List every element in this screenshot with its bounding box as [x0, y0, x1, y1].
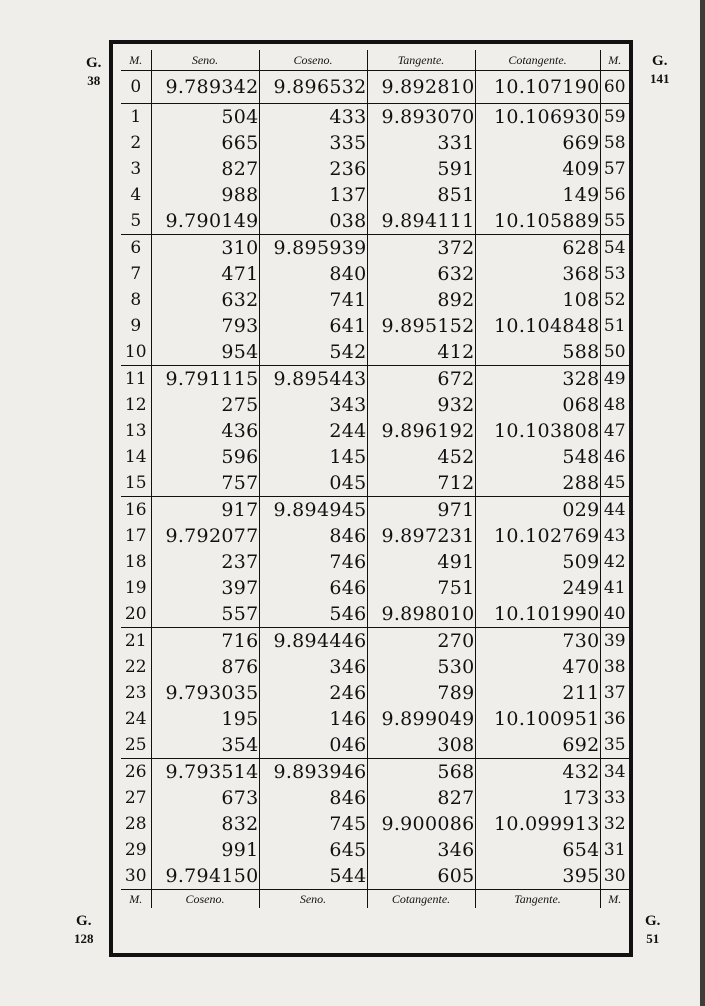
sine-cell: 436	[151, 418, 259, 444]
minute-cell: 6	[121, 235, 151, 262]
complement-minute-cell: 36	[603, 709, 626, 729]
complement-minute-cell: 46	[603, 447, 626, 467]
table-row	[121, 575, 629, 601]
minute-cell: 19	[121, 575, 151, 601]
complement-minute-cell: 37	[603, 683, 626, 703]
cosine-cell: 641	[259, 313, 367, 339]
corner-top-right	[650, 52, 670, 88]
minute-cell: 1	[121, 104, 151, 131]
minute-cell: 11	[121, 366, 151, 393]
corner-top-left	[86, 54, 101, 90]
table-row	[121, 759, 629, 786]
cosine-cell: 846	[259, 523, 367, 549]
table-row	[121, 706, 629, 732]
cosine-cell: 335	[259, 130, 367, 156]
sine-cell: 9.794150	[151, 863, 259, 890]
footer-minutes-left: M.	[121, 890, 151, 909]
tangent-cell: 932	[367, 392, 475, 418]
minute-cell: 24	[121, 706, 151, 732]
tangent-cell: 308	[367, 732, 475, 759]
complement-minute-cell: 49	[603, 369, 626, 389]
minute-cell: 4	[121, 182, 151, 208]
cotangent-cell: 10.103808	[475, 418, 600, 444]
sine-cell: 471	[151, 261, 259, 287]
cosine-cell: 542	[259, 339, 367, 366]
sine-cell: 876	[151, 654, 259, 680]
tangent-cell: 9.896192	[367, 418, 475, 444]
complement-minute-cell: 43	[603, 526, 626, 546]
cosine-cell: 840	[259, 261, 367, 287]
tangent-cell: 9.898010	[367, 601, 475, 628]
complement-minute-cell: 34	[603, 762, 626, 782]
complement-minute-cell: 31	[603, 840, 626, 860]
cosine-cell: 741	[259, 287, 367, 313]
table-row	[121, 339, 629, 366]
cotangent-cell: 10.099913	[475, 811, 600, 837]
table-row	[121, 235, 629, 262]
header-cotangent: Cotangente.	[475, 50, 600, 71]
sine-cell: 9.793035	[151, 680, 259, 706]
cosine-cell: 236	[259, 156, 367, 182]
table-row	[121, 156, 629, 182]
cosine-cell: 346	[259, 654, 367, 680]
cotangent-cell: 068	[475, 392, 600, 418]
table-row	[121, 523, 629, 549]
table-row	[121, 392, 629, 418]
cotangent-cell: 432	[475, 759, 600, 786]
minute-cell: 9	[121, 313, 151, 339]
complement-minute-cell: 55	[600, 208, 629, 235]
complement-minute-cell: 53	[603, 264, 626, 284]
sine-cell: 9.789342	[151, 71, 259, 104]
minute-cell: 30	[121, 863, 151, 890]
sine-cell: 716	[151, 628, 259, 655]
complement-minute-cell: 59	[603, 107, 626, 127]
table-row	[121, 104, 629, 131]
minute-cell: 21	[121, 628, 151, 655]
cotangent-cell: 249	[475, 575, 600, 601]
minute-cell: 15	[121, 470, 151, 497]
complement-minute-cell: 35	[600, 732, 629, 759]
cotangent-cell: 211	[475, 680, 600, 706]
sine-cell: 917	[151, 497, 259, 524]
sine-cell: 9.792077	[151, 523, 259, 549]
minute-cell: 27	[121, 785, 151, 811]
cotangent-cell: 470	[475, 654, 600, 680]
table-row	[121, 182, 629, 208]
minute-cell: 16	[121, 497, 151, 524]
cosine-cell: 9.894945	[259, 497, 367, 524]
header-cosine: Coseno.	[259, 50, 367, 71]
corner-label: G.	[86, 55, 102, 71]
header-sine: Seno.	[151, 50, 259, 71]
sine-cell: 596	[151, 444, 259, 470]
cotangent-cell: 669	[475, 130, 600, 156]
cosine-cell: 546	[259, 601, 367, 628]
cotangent-cell: 10.102769	[475, 523, 600, 549]
cosine-cell: 038	[259, 208, 367, 235]
table-row	[121, 444, 629, 470]
cosine-cell: 433	[259, 104, 367, 131]
table-header	[121, 50, 629, 71]
sine-cell: 673	[151, 785, 259, 811]
tangent-cell: 9.894111	[367, 208, 475, 235]
sine-cell: 504	[151, 104, 259, 131]
cotangent-cell: 029	[475, 497, 600, 524]
cosine-cell: 9.895443	[259, 366, 367, 393]
table-row	[121, 601, 629, 628]
table-row	[121, 654, 629, 680]
complement-minute-cell: 48	[603, 395, 626, 415]
sine-cell: 988	[151, 182, 259, 208]
corner-degree: 38	[87, 73, 101, 88]
table-row	[121, 680, 629, 706]
minute-cell: 14	[121, 444, 151, 470]
corner-bottom-right	[645, 912, 660, 948]
minute-cell: 29	[121, 837, 151, 863]
complement-minute-cell: 41	[603, 578, 626, 598]
minute-cell: 22	[121, 654, 151, 680]
sine-cell: 9.790149	[151, 208, 259, 235]
table-row	[121, 208, 629, 235]
cotangent-cell: 288	[475, 470, 600, 497]
complement-minute-cell: 42	[603, 552, 626, 572]
tangent-cell: 412	[367, 339, 475, 366]
tangent-cell: 827	[367, 785, 475, 811]
tangent-cell: 9.900086	[367, 811, 475, 837]
complement-minute-cell: 58	[603, 133, 626, 153]
tangent-cell: 605	[367, 863, 475, 890]
tangent-cell: 751	[367, 575, 475, 601]
sine-cell: 757	[151, 470, 259, 497]
footer-tangent: Tangente.	[475, 890, 600, 909]
tangent-cell: 9.895152	[367, 313, 475, 339]
cotangent-cell: 173	[475, 785, 600, 811]
cosine-cell: 246	[259, 680, 367, 706]
cotangent-cell: 149	[475, 182, 600, 208]
cotangent-cell: 588	[475, 339, 600, 366]
sine-cell: 793	[151, 313, 259, 339]
cotangent-cell: 692	[475, 732, 600, 759]
cosine-cell: 544	[259, 863, 367, 890]
cosine-cell: 846	[259, 785, 367, 811]
minute-cell: 25	[121, 732, 151, 759]
tangent-cell: 591	[367, 156, 475, 182]
complement-minute-cell: 60	[600, 71, 629, 104]
table-row	[121, 470, 629, 497]
tangent-cell: 9.899049	[367, 706, 475, 732]
cosine-cell: 9.894446	[259, 628, 367, 655]
sine-cell: 9.793514	[151, 759, 259, 786]
tangent-cell: 452	[367, 444, 475, 470]
header-tangent: Tangente.	[367, 50, 475, 71]
sine-cell: 310	[151, 235, 259, 262]
minute-cell: 23	[121, 680, 151, 706]
cotangent-cell: 328	[475, 366, 600, 393]
tangent-cell: 851	[367, 182, 475, 208]
complement-minute-cell: 40	[600, 601, 629, 628]
table-row	[121, 287, 629, 313]
sine-cell: 832	[151, 811, 259, 837]
corner-label: G.	[645, 913, 661, 929]
cotangent-cell: 10.104848	[475, 313, 600, 339]
complement-minute-cell: 33	[603, 788, 626, 808]
minute-cell: 3	[121, 156, 151, 182]
complement-minute-cell: 32	[603, 814, 626, 834]
cotangent-cell: 628	[475, 235, 600, 262]
sine-cell: 665	[151, 130, 259, 156]
cosine-cell: 9.893946	[259, 759, 367, 786]
sine-cell: 195	[151, 706, 259, 732]
complement-minute-cell: 57	[603, 159, 626, 179]
footer-cosine: Coseno.	[151, 890, 259, 909]
sine-cell: 954	[151, 339, 259, 366]
table-row	[121, 71, 629, 104]
footer-minutes-right: M.	[600, 890, 629, 909]
table-row	[121, 732, 629, 759]
minute-cell: 10	[121, 339, 151, 366]
table-row	[121, 366, 629, 393]
corner-label: G.	[76, 913, 92, 929]
complement-minute-cell: 30	[603, 866, 626, 886]
complement-minute-cell: 56	[603, 185, 626, 205]
cosine-cell: 9.896532	[259, 71, 367, 104]
table-row	[121, 497, 629, 524]
footer-sine: Seno.	[259, 890, 367, 909]
minute-cell: 12	[121, 392, 151, 418]
minute-cell: 7	[121, 261, 151, 287]
table-row	[121, 863, 629, 890]
cosine-cell: 045	[259, 470, 367, 497]
header-minutes-left: M.	[121, 50, 151, 71]
cosine-cell: 646	[259, 575, 367, 601]
sine-cell: 275	[151, 392, 259, 418]
minute-cell: 2	[121, 130, 151, 156]
corner-degree: 141	[650, 71, 670, 86]
tangent-cell: 632	[367, 261, 475, 287]
minute-cell: 28	[121, 811, 151, 837]
minute-cell: 18	[121, 549, 151, 575]
tangent-cell: 346	[367, 837, 475, 863]
tangent-cell: 372	[367, 235, 475, 262]
complement-minute-cell: 52	[603, 290, 626, 310]
tangent-cell: 971	[367, 497, 475, 524]
cotangent-cell: 368	[475, 261, 600, 287]
cosine-cell: 145	[259, 444, 367, 470]
corner-label: G.	[652, 53, 668, 69]
tangent-cell: 9.897231	[367, 523, 475, 549]
cosine-cell: 645	[259, 837, 367, 863]
log-trig-table	[121, 50, 629, 908]
tangent-cell: 530	[367, 654, 475, 680]
sine-cell: 557	[151, 601, 259, 628]
complement-minute-cell: 44	[603, 500, 626, 520]
complement-minute-cell: 51	[603, 316, 626, 336]
tangent-cell: 331	[367, 130, 475, 156]
minute-cell: 17	[121, 523, 151, 549]
cotangent-cell: 409	[475, 156, 600, 182]
sine-cell: 632	[151, 287, 259, 313]
sine-cell: 237	[151, 549, 259, 575]
corner-degree: 128	[74, 931, 94, 946]
complement-minute-cell: 54	[603, 238, 626, 258]
cosine-cell: 146	[259, 706, 367, 732]
table-row	[121, 837, 629, 863]
table-row	[121, 811, 629, 837]
cotangent-cell: 509	[475, 549, 600, 575]
cosine-cell: 244	[259, 418, 367, 444]
cosine-cell: 746	[259, 549, 367, 575]
tangent-cell: 9.893070	[367, 104, 475, 131]
minute-cell: 0	[121, 71, 151, 104]
complement-minute-cell: 45	[600, 470, 629, 497]
tangent-cell: 270	[367, 628, 475, 655]
cosine-cell: 9.895939	[259, 235, 367, 262]
cosine-cell: 046	[259, 732, 367, 759]
sine-cell: 827	[151, 156, 259, 182]
table-row	[121, 130, 629, 156]
cotangent-cell: 548	[475, 444, 600, 470]
complement-minute-cell: 47	[603, 421, 626, 441]
cotangent-cell: 108	[475, 287, 600, 313]
cotangent-cell: 654	[475, 837, 600, 863]
sine-cell: 9.791115	[151, 366, 259, 393]
complement-minute-cell: 50	[600, 339, 629, 366]
cosine-cell: 343	[259, 392, 367, 418]
minute-cell: 8	[121, 287, 151, 313]
table-footer	[121, 890, 629, 909]
tangent-cell: 789	[367, 680, 475, 706]
cotangent-cell: 10.107190	[475, 71, 600, 104]
cotangent-cell: 10.106930	[475, 104, 600, 131]
tangent-cell: 568	[367, 759, 475, 786]
table-row	[121, 418, 629, 444]
tangent-cell: 892	[367, 287, 475, 313]
cotangent-cell: 730	[475, 628, 600, 655]
table-row	[121, 785, 629, 811]
header-minutes-right: M.	[600, 50, 629, 71]
tangent-cell: 672	[367, 366, 475, 393]
table-row	[121, 628, 629, 655]
cosine-cell: 137	[259, 182, 367, 208]
cosine-cell: 745	[259, 811, 367, 837]
minute-cell: 26	[121, 759, 151, 786]
sine-cell: 397	[151, 575, 259, 601]
minute-cell: 13	[121, 418, 151, 444]
complement-minute-cell: 39	[603, 631, 626, 651]
tangent-cell: 712	[367, 470, 475, 497]
minute-cell: 5	[121, 208, 151, 235]
table-row	[121, 261, 629, 287]
cotangent-cell: 10.105889	[475, 208, 600, 235]
sine-cell: 354	[151, 732, 259, 759]
minute-cell: 20	[121, 601, 151, 628]
complement-minute-cell: 38	[603, 657, 626, 677]
table-row	[121, 313, 629, 339]
table-frame	[109, 40, 633, 957]
sine-cell: 991	[151, 837, 259, 863]
cotangent-cell: 10.101990	[475, 601, 600, 628]
tangent-cell: 491	[367, 549, 475, 575]
table-row	[121, 549, 629, 575]
corner-degree: 51	[646, 931, 660, 946]
cotangent-cell: 395	[475, 863, 600, 890]
tangent-cell: 9.892810	[367, 71, 475, 104]
footer-cotangent: Cotangente.	[367, 890, 475, 909]
corner-bottom-left	[74, 912, 94, 948]
cotangent-cell: 10.100951	[475, 706, 600, 732]
